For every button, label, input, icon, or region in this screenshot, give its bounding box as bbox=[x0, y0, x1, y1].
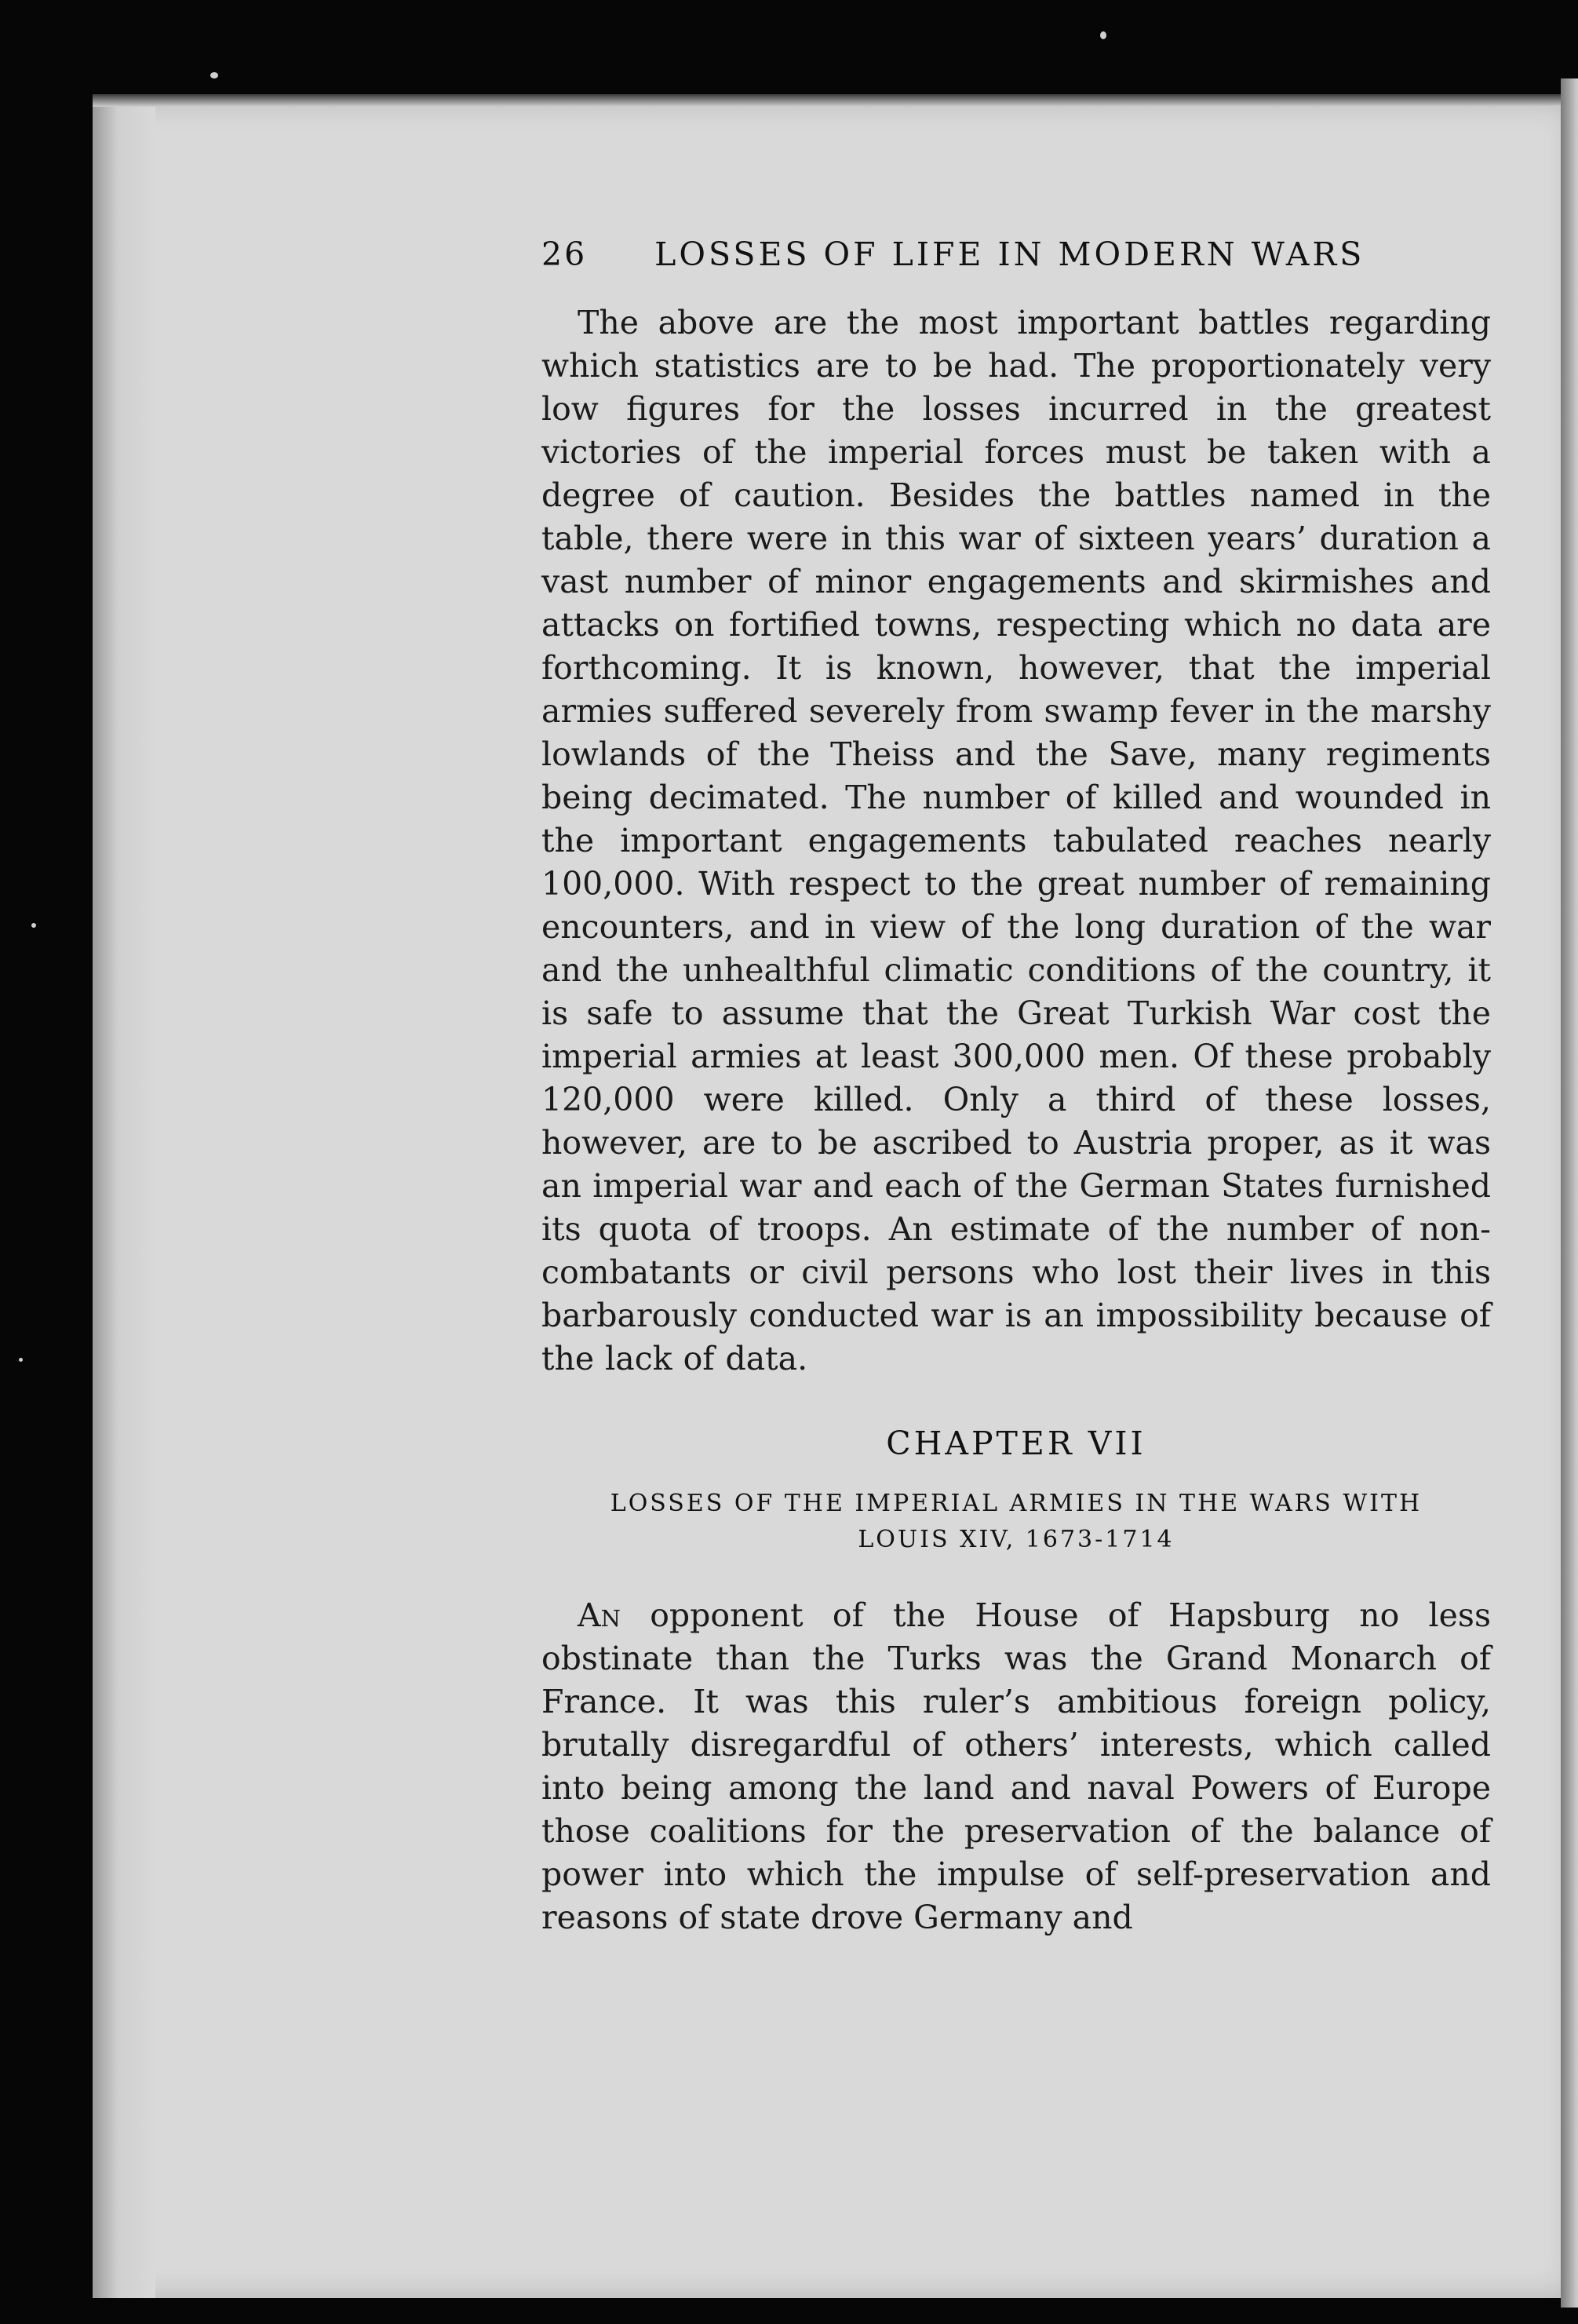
chapter-subtitle-line-2: LOUIS XIV, 1673-1714 bbox=[858, 1526, 1175, 1553]
body-paragraph-2 bbox=[541, 1594, 1491, 1939]
chapter-subtitle-line-1: LOSSES OF THE IMPERIAL ARMIES IN THE WARS WITH bbox=[610, 1490, 1423, 1517]
chapter-heading: CHAPTER VII bbox=[886, 1425, 1146, 1462]
page-binding-edge bbox=[93, 100, 155, 2298]
page-top-edge bbox=[93, 94, 1568, 107]
running-head-title: LOSSES OF LIFE IN MODERN WARS bbox=[654, 235, 1365, 273]
page-text bbox=[541, 235, 1491, 1939]
running-head bbox=[541, 235, 1491, 273]
dust-speck bbox=[210, 72, 218, 78]
body-paragraph-1: The above are the most important battles regarding which statistics are to be had. The proportionately very low figures for the losses incurred in the greatest victories of the imperial forces must be taken with a degree of caution. Besides the battles named in the table, there were in this war of sixteen years’ duration a vast number of minor engagements and skirmishes and attacks on fortified towns, respecting which no data are forthcoming. It is known, however, that the imperial armies suffered severely from swamp fever in the marshy lowlands of the Theiss and the Save, many regiments being decimated. The number of killed and wounded in the important engagements tabulated reaches nearly 100,000. With respect to the great number of remaining encounters, and in view of the long duration of the war and the unhealthful climatic conditions of the country, it is safe to assume that the Great Turkish War cost the imperial armies at least 300,000 men. Of these probably 120,000 were killed. Only a third of these losses, however, are to be ascribed to Austria proper, as it was an imperial war and each of the German States furnished its quota of troops. An estimate of the number of non-combatants or civil persons who lost their lives in this barbarously conducted war is an impossibility because of the lack of data. bbox=[541, 304, 1491, 1377]
chapter-subtitle bbox=[541, 1486, 1491, 1558]
dust-speck bbox=[1100, 31, 1106, 39]
page-number: 26 bbox=[541, 235, 588, 273]
page-right-edge bbox=[1561, 78, 1578, 2308]
dust-speck bbox=[19, 1358, 23, 1362]
paragraph-2-text: opponent of the House of Hapsburg no less obstinate than the Turks was the Grand Monarch of France. It was this ruler’s ambitious foreign policy, brutally disregardful of others’ interests, which called into being among the land and naval Powers of Europe those coalitions for the preservation of the balance of power into which the impulse of self-preservation and reasons of state drove Germany and bbox=[541, 1596, 1491, 1936]
paragraph-lead-word: An bbox=[578, 1596, 621, 1634]
dust-speck bbox=[31, 923, 36, 928]
